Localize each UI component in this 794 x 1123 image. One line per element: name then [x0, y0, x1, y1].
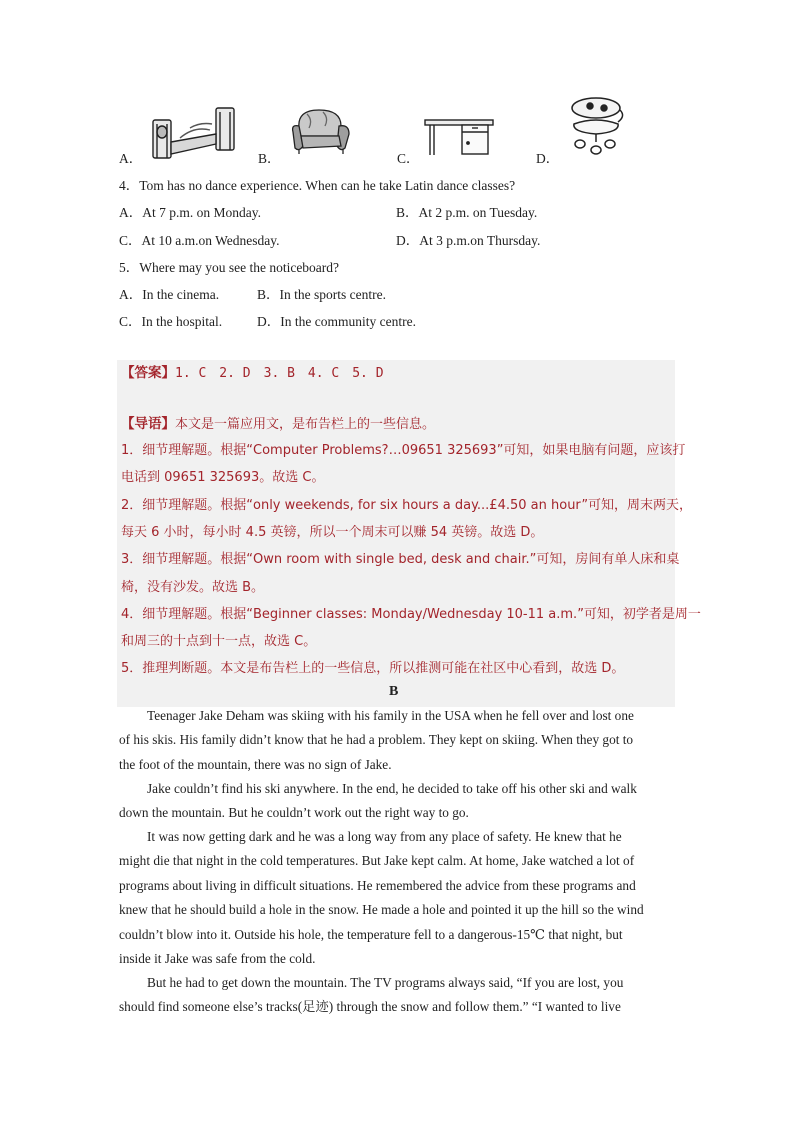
q5-option-d: D．In the community centre.: [257, 314, 416, 329]
q5-option-c: C．In the hospital.: [119, 314, 223, 329]
q4-option-a: A．At 7 p.m. on Monday.: [119, 205, 261, 220]
text-line: might die that night in the cold temperatures. But Jake kept calm. At home, Jake watched a lot of: [119, 853, 635, 869]
text-line: programs about living in difficult situations. He remembered the advice from these programs and: [119, 877, 636, 893]
question-4: 4．Tom has no dance experience. When can he take Latin dance classes?: [119, 178, 516, 193]
paragraph-3: [119, 825, 675, 971]
q4-option-d: D．At 3 p.m.on Thursday.: [396, 233, 541, 248]
desk-icon: [424, 118, 494, 156]
explanation-line-9: 5．推理判断题。本文是布告栏上的一些信息，所以推测可能在社区中心看到，故选 D。: [121, 661, 625, 676]
paragraph-2: [119, 777, 675, 826]
option-a-label: A．: [119, 151, 143, 166]
guide-line: [121, 412, 435, 432]
section-heading: B: [389, 684, 399, 699]
explanation-line-8: 和周三的十点到十一点，故选 C。: [121, 634, 317, 649]
guide-tag: 【导语】: [121, 416, 175, 432]
text-line: Teenager Jake Deham was skiing with his family in the USA when he fell over and lost one: [147, 708, 634, 723]
q5-option-b: B．In the sports centre.: [257, 287, 386, 302]
explanation-line-1: 1．细节理解题。根据“Computer Problems?…09651 325693”可知，如果电脑有问题，应该打: [121, 443, 686, 458]
text-line: But he had to get down the mountain. The TV programs always said, “If you are lost, you: [147, 975, 624, 990]
bed-icon: [150, 104, 238, 160]
text-line: inside it Jake was safe from the cold.: [119, 951, 316, 967]
option-d-label: D．: [536, 151, 560, 166]
armchair-icon: [289, 106, 353, 156]
text-line: down the mountain. But he couldn’t work out the right way to go.: [119, 805, 469, 821]
option-b-label: B．: [258, 151, 281, 166]
answer-text: 1. C 2. D 3. B 4. C 5. D: [175, 366, 384, 381]
text-line: It was now getting dark and he was a long way from any place of safety. He knew that he: [147, 829, 622, 844]
answer-key-line: [121, 361, 384, 381]
question-5: 5．Where may you see the noticeboard?: [119, 260, 340, 275]
option-c-label: C．: [397, 151, 420, 166]
paragraph-1: [119, 704, 675, 777]
q4-option-c: C．At 10 a.m.on Wednesday.: [119, 233, 280, 248]
text-line: Jake couldn’t find his ski anywhere. In the end, he decided to take off his other ski and walk: [147, 781, 637, 796]
text-line: of his skis. His family didn’t know that he had a problem. They kept on skiing. When they got to: [119, 732, 634, 748]
text-line: couldn’t blow into it. Outside his hole, the temperature fell to a dangerous-15℃ that night, but: [119, 926, 623, 942]
q4-option-b: B．At 2 p.m. on Tuesday.: [396, 205, 538, 220]
text-line: knew that he should build a hole in the snow. He made a hole and pointed it up the hill so the wind: [119, 902, 644, 918]
q5-option-a: A．In the cinema.: [119, 287, 220, 302]
explanation-line-4: 每天 6 小时，每小时 4.5 英镑，所以一个周末可以赚 54 英镑。故选 D。: [121, 525, 544, 540]
explanation-line-2: 电话到 09651 325693。故选 C。: [121, 470, 325, 485]
chair-icon: [562, 96, 628, 156]
answer-tag: 【答案】: [121, 365, 175, 381]
explanation-line-7: 4．细节理解题。根据“Beginner classes: Monday/Wednesday 10-11 a.m.”可知，初学者是周一: [121, 607, 701, 622]
guide-text: 本文是一篇应用文，是布告栏上的一些信息。: [175, 417, 436, 432]
paragraph-4: [119, 971, 675, 1020]
explanation-line-3: 2．细节理解题。根据“only weekends, for six hours a day...£4.50 an hour”可知，周末两天，: [121, 498, 693, 513]
explanation-line-5: 3．细节理解题。根据“Own room with single bed, desk and chair.”可知，房间有单人床和桌: [121, 552, 680, 567]
text-line: should find someone else’s tracks(足迹) through the snow and follow them.” “I wanted to live: [119, 999, 621, 1015]
text-line: the foot of the mountain, there was no sign of Jake.: [119, 756, 392, 772]
explanation-line-6: 椅，没有沙发。故选 B。: [121, 580, 265, 595]
